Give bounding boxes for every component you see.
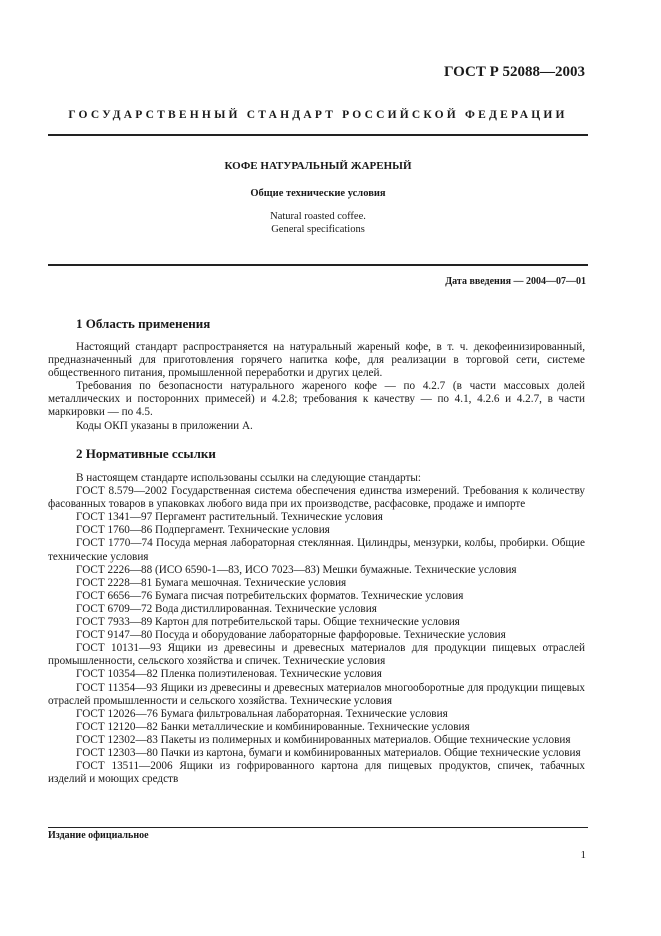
reference-item: ГОСТ 13511—2006 Ящики из гофрированного картона для пищевых продуктов, спичек, табачных изделий и моющих средств bbox=[48, 760, 585, 786]
section-2-heading: 2 Нормативные ссылки bbox=[76, 446, 216, 461]
title-divider bbox=[48, 264, 588, 266]
top-divider bbox=[48, 134, 588, 136]
introduction-date: Дата введения — 2004—07—01 bbox=[445, 276, 586, 287]
state-standard-banner: ГОСУДАРСТВЕННЫЙ СТАНДАРТ РОССИЙСКОЙ ФЕДЕРАЦИИ bbox=[68, 109, 568, 121]
reference-item: ГОСТ 2228—81 Бумага мешочная. Технические условия bbox=[76, 576, 347, 589]
reference-item: ГОСТ 7933—89 Картон для потребительской тары. Общие технические условия bbox=[76, 616, 460, 629]
reference-item: ГОСТ 2226—88 (ИСО 6590-1—83, ИСО 7023—83) Мешки бумажные. Технические условия bbox=[76, 563, 517, 576]
footer-divider bbox=[48, 827, 588, 828]
section-1-paragraph: Настоящий стандарт распространяется на натуральный жареный кофе, в т. ч. декофеинизированный, предназначенный для приготовления горячего напитка кофе, для реализации в торговой сети, системе общественного питания, промышленной переработки и других целей. bbox=[48, 341, 585, 380]
reference-item: ГОСТ 9147—80 Посуда и оборудование лабораторные фарфоровые. Технические условия bbox=[76, 629, 506, 642]
english-title-line-2: General specifications bbox=[271, 224, 365, 235]
document-subtitle: Общие технические условия bbox=[250, 188, 386, 199]
reference-item: ГОСТ 12303—80 Пачки из картона, бумаги и комбинированных материалов. Общие технические условия bbox=[76, 746, 581, 759]
official-edition-label: Издание официальное bbox=[48, 830, 149, 841]
section-1-paragraph: Коды ОКП указаны в приложении А. bbox=[76, 419, 253, 432]
reference-item: ГОСТ 11354—93 Ящики из древесины и древесных материалов многооборотные для продукции пищевых отраслей промышленности и сельского хозяйства. Технические условия bbox=[48, 681, 585, 707]
section-1-heading: 1 Область применения bbox=[76, 316, 211, 331]
section-1-paragraph: Требования по безопасности натурального жареного кофе — по 4.2.7 (в части массовых долей металлических и посторонних примесей) и 4.2.8; требования к качеству — по 4.1, 4.2.6 и 4.2.7, в части маркировки — по 4.5. bbox=[48, 380, 585, 419]
reference-item: ГОСТ 12120—82 Банки металлические и комбинированные. Технические условия bbox=[76, 720, 470, 733]
document-title: КОФЕ НАТУРАЛЬНЫЙ ЖАРЕНЫЙ bbox=[224, 160, 412, 172]
standard-code: ГОСТ Р 52088—2003 bbox=[443, 64, 585, 80]
english-title-line-1: Natural roasted coffee. bbox=[270, 211, 366, 222]
section-1-body bbox=[48, 341, 585, 433]
reference-item: ГОСТ 6656—76 Бумага писчая потребительских форматов. Технические условия bbox=[76, 589, 464, 602]
reference-item: ГОСТ 6709—72 Вода дистиллированная. Технические условия bbox=[76, 602, 377, 615]
reference-item: ГОСТ 1760—86 Подпергамент. Технические условия bbox=[76, 524, 330, 537]
reference-item: ГОСТ 10131—93 Ящики из древесины и древесных материалов для продукции пищевых отраслей промышленности, сельского хозяйства и спичек. Технические условия bbox=[48, 642, 585, 668]
reference-item: ГОСТ 12302—83 Пакеты из полимерных и комбинированных материалов. Общие технические условия bbox=[76, 733, 571, 746]
reference-item: В настоящем стандарте использованы ссылки на следующие стандарты: bbox=[76, 472, 421, 484]
reference-item: ГОСТ 8.579—2002 Государственная система обеспечения единства измерений. Требования к количеству фасованных товаров в упаковках любого вида при их производстве, расфасовке, продаже и импорте bbox=[48, 485, 585, 511]
reference-item: ГОСТ 10354—82 Пленка полиэтиленовая. Технические условия bbox=[76, 668, 382, 681]
section-2-body bbox=[48, 472, 585, 786]
reference-item: ГОСТ 1341—97 Пергамент растительный. Технические условия bbox=[76, 511, 383, 524]
reference-item: ГОСТ 1770—74 Посуда мерная лабораторная стеклянная. Цилиндры, мензурки, колбы, пробирки. Общие технические условия bbox=[48, 537, 585, 563]
reference-item: ГОСТ 12026—76 Бумага фильтровальная лабораторная. Технические условия bbox=[76, 707, 448, 720]
page-number: 1 bbox=[580, 849, 586, 861]
